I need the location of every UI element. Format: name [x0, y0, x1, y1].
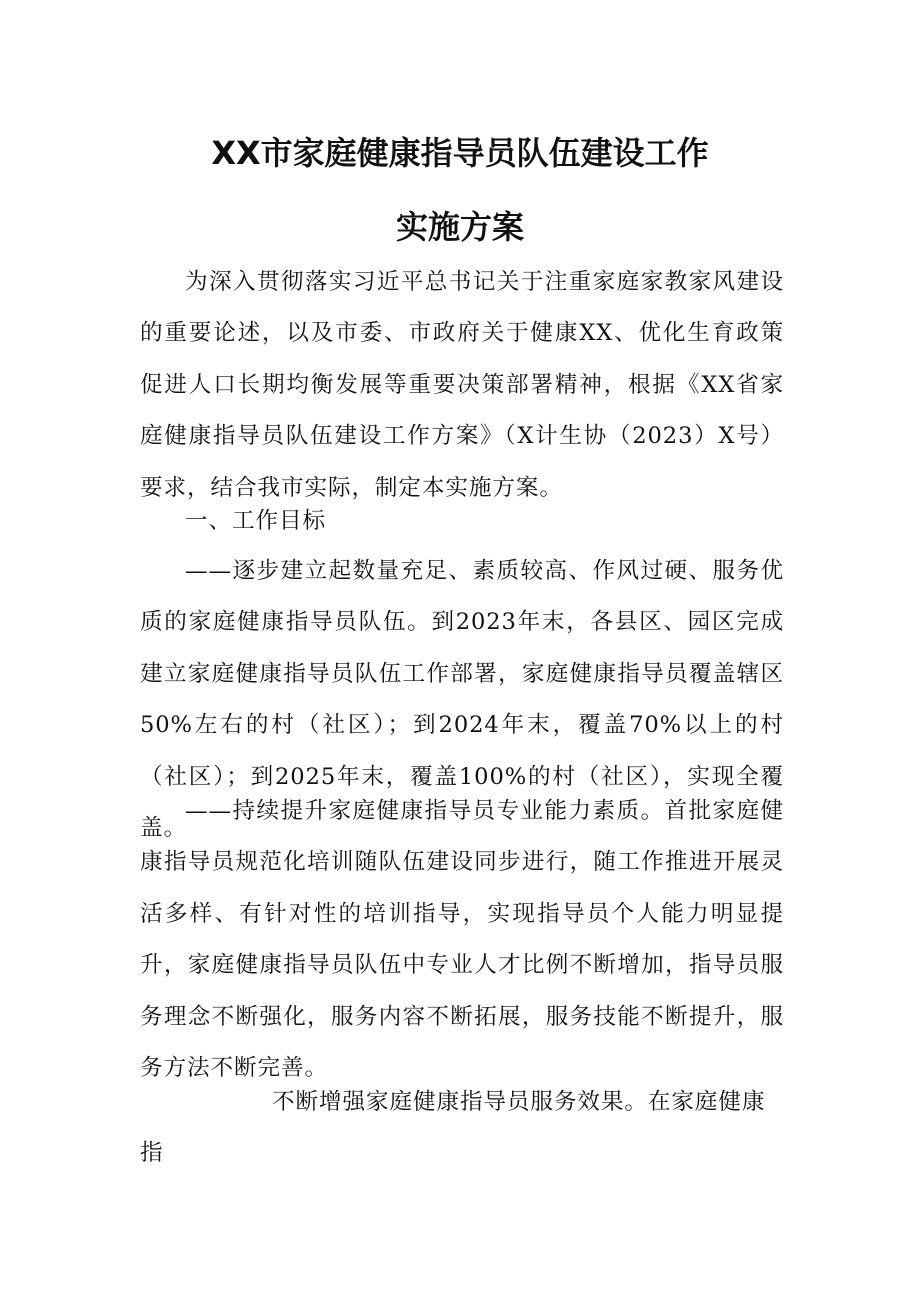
paragraph-goal-team-building: ——逐步建立起数量充足、素质较高、作风过硬、服务优质的家庭健康指导员队伍。到2023年末，各县区、园区完成建立家庭健康指导员队伍工作部署，家庭健康指导员覆盖辖区50%左右的村（社区）；到2024年末，覆盖70%以上的村（社区）；到2025年末，覆盖100%的村（社区），实现全覆盖。	[140, 558, 784, 842]
document-title-line-1: XX市家庭健康指导员队伍建设工作	[211, 134, 709, 172]
document-title-line-2: 实施方案	[395, 208, 524, 246]
paragraph-goal-capacity: ——持续提升家庭健康指导员专业能力素质。首批家庭健康指导员规范化培训随队伍建设同步进行，随工作推进开展灵活多样、有针对性的培训指导，实现指导员个人能力明显提升，家庭健康指导员队伍中专业人才比例不断增加，指导员服务理念不断强化，服务内容不断拓展，服务技能不断提升，服务方法不断完善。	[140, 798, 784, 1082]
section-heading-work-goals: 一、工作目标	[185, 508, 326, 534]
paragraph-intro: 为深入贯彻落实习近平总书记关于注重家庭家教家风建设的重要论述，以及市委、市政府关于健康XX、优化生育政策促进人口长期均衡发展等重要决策部署精神，根据《XX省家庭健康指导员队伍建设工作方案》（X计生协（2023）X号）要求，结合我市实际，制定本实施方案。	[140, 269, 784, 501]
paragraph-goal-service-effect: 不断增强家庭健康指导员服务效果。在家庭健康指	[140, 1089, 766, 1167]
